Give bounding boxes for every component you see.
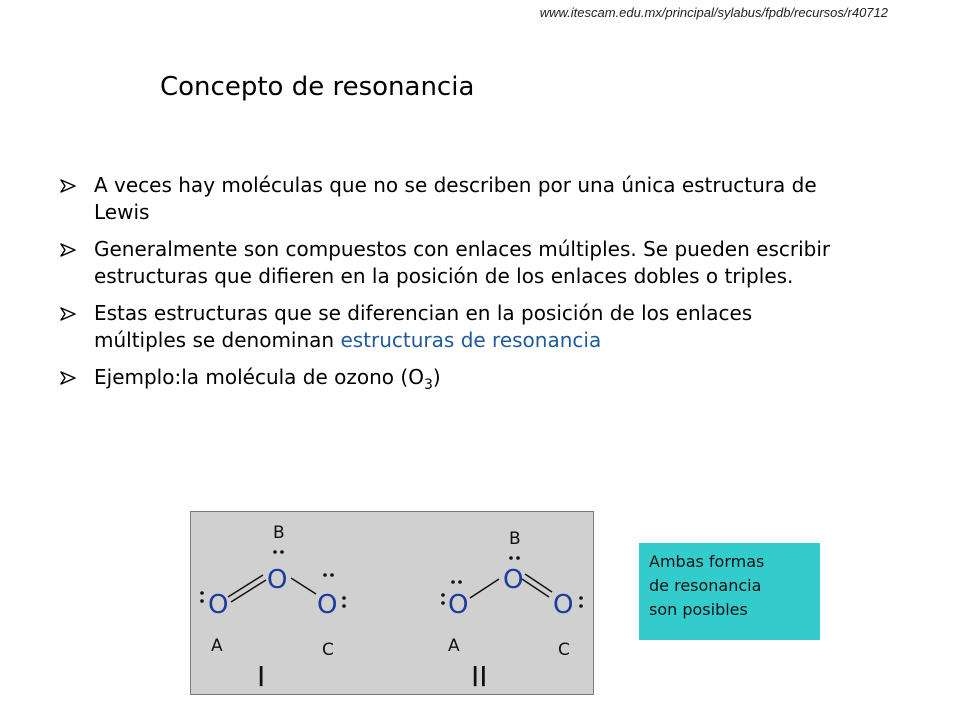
ozone-resonance-figure [190,511,594,695]
bullet-text: Ejemplo:la molécula de ozono (O [94,365,424,389]
note-line: de resonancia [649,576,762,595]
label-a: A [448,636,460,656]
oxygen-atom: O [503,565,524,595]
arrow-bullet-icon [60,243,76,257]
oxygen-atom: O [553,590,574,620]
oxygen-atom: O [208,590,229,620]
resonance-note [639,543,820,640]
structure-numeral: II [471,660,488,693]
resonance-structure-1 [200,523,346,693]
bullet-text-end: ) [432,365,441,389]
structure-numeral: I [257,660,266,693]
label-c: C [322,640,334,660]
oxygen-atom: O [448,590,469,620]
resonance-structure-2 [441,529,583,693]
slide-title: Concepto de resonancia [160,72,475,102]
subscript: 3 [423,377,433,393]
arrow-bullet-icon [60,179,76,193]
oxygen-atom: O [317,590,338,620]
source-url: www.itescam.edu.mx/principal/sylabus/fpdb/recursos/r40712 [539,5,888,20]
bullet-text: Estas estructuras que se diferencian en la posición de los enlaces múltiples se denominan [94,301,753,352]
bullet-item [58,364,848,399]
note-line: son posibles [649,600,748,619]
bullet-list [58,172,848,409]
label-a: A [211,636,223,656]
label-c: C [558,640,570,660]
ozone-structures-drawing [191,512,593,694]
label-b: B [509,529,521,549]
bullet-text: Generalmente son compuestos con enlaces múltiples. Se pueden escribir estructuras que difieren en la posición de los enlaces dobles o triples. [94,237,831,288]
arrow-bullet-icon [60,371,76,385]
highlight-term: estructuras de resonancia [340,328,602,352]
bullet-text: A veces hay moléculas que no se describen por una única estructura de Lewis [94,173,817,224]
label-b: B [273,523,285,543]
bullet-item [58,300,848,354]
arrow-bullet-icon [60,307,76,321]
bullet-item [58,172,848,226]
bullet-item [58,236,848,290]
oxygen-atom: O [267,565,288,595]
note-line: Ambas formas [649,552,765,571]
